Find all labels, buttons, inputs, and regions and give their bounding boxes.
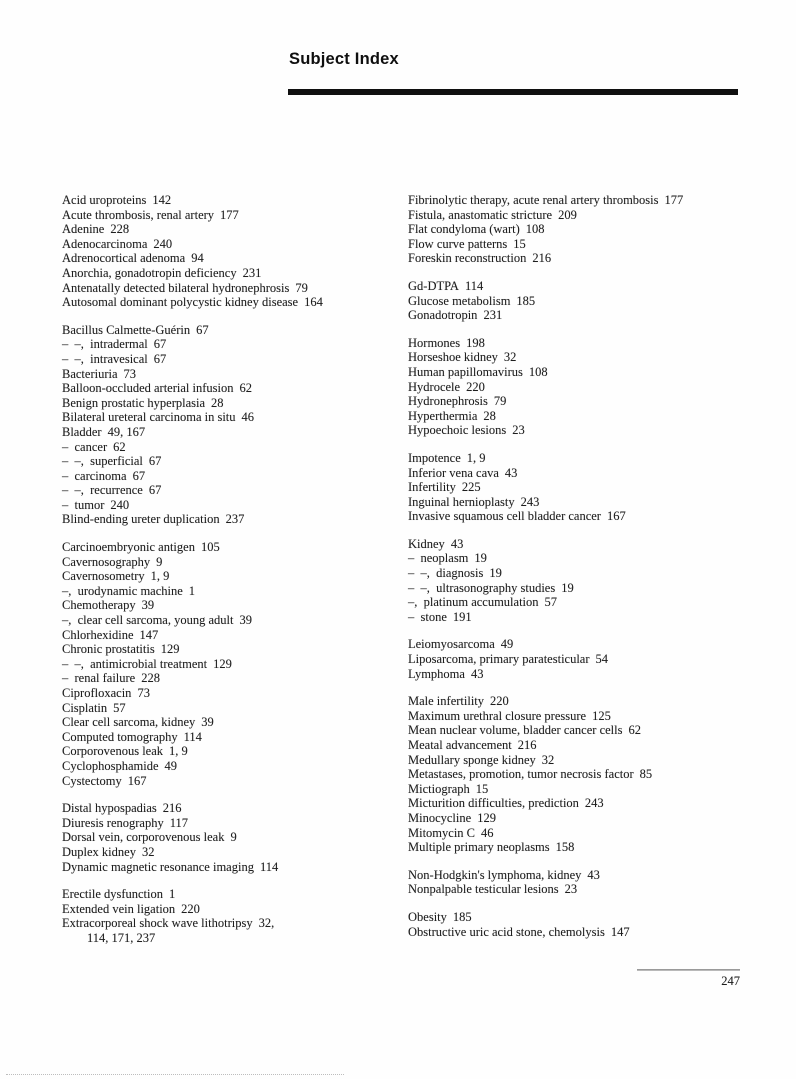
entry-page-numbers: 62 [113,439,126,454]
index-group [62,193,404,310]
entry-page-numbers: 1 [188,583,196,598]
entry-page-numbers: 108 [528,364,548,379]
entry-page-numbers: 43 [470,666,484,681]
entry-page-numbers: 43 [587,867,600,882]
index-entry [408,208,760,223]
index-entry [408,251,760,266]
index-entry [62,410,404,425]
entry-term: – –, intravesical [62,351,148,366]
entry-term: Hyperthermia [408,408,478,423]
entry-term: Male infertility [408,694,485,709]
entry-page-numbers: 39 [141,598,155,613]
entry-page-numbers: 32, [258,916,275,931]
entry-term: Ciprofloxacin [62,686,132,700]
entry-page-numbers: 1, 9 [169,744,188,759]
index-group [408,910,760,939]
index-entry [62,483,404,498]
entry-page-numbers: 108 [525,222,545,237]
entry-page-numbers: 32 [541,752,555,767]
page-title: Subject Index [289,50,399,68]
entry-term: Carcinoembryonic antigen [62,540,195,555]
entry-page-numbers: 177 [664,193,684,207]
index-entry [408,480,760,495]
entry-page-numbers: 43 [450,536,464,551]
index-entry [408,537,760,552]
entry-page-numbers: 167 [606,509,626,524]
entry-page-numbers: 158 [555,840,575,855]
entry-term: Metastases, promotion, tumor necrosis factor [408,767,634,782]
index-group [408,694,760,855]
index-entry [62,715,404,730]
index-entry [408,336,760,351]
entry-page-numbers: 57 [113,700,126,715]
entry-page-numbers: 39 [201,715,214,730]
entry-page-numbers: 28 [483,408,496,423]
entry-page-numbers: 85 [639,767,653,782]
entry-page-numbers: 167 [127,773,147,788]
entry-term: Cyclophosphamide [62,758,159,773]
index-entry [62,251,404,266]
entry-term: Hormones [408,335,461,350]
index-group [408,193,760,266]
entry-term: Hydronephrosis [408,394,488,409]
entry-term: Gd-DTPA [408,278,459,293]
entry-term: Horseshoe kidney [408,350,498,365]
index-entry [62,830,404,845]
entry-term: Bladder [62,424,102,439]
entry-page-numbers: 164 [304,295,323,310]
entry-term: Glucose metabolism [408,293,511,308]
entry-page-numbers: 23 [512,423,525,438]
entry-term: Inguinal hernioplasty [408,494,515,509]
entry-term: – neoplasm [408,551,469,566]
entry-page-numbers: 228 [141,671,160,686]
index-entry [62,367,404,382]
index-entry [62,295,404,310]
entry-term: Non-Hodgkin's lymphoma, kidney [408,867,582,882]
entry-term: Mitomycin C [408,825,476,840]
index-entry [62,381,404,396]
entry-term: – –, superficial [62,454,143,469]
index-entry [408,723,760,738]
entry-term: –, clear cell sarcoma, young adult [62,613,234,628]
index-entry [62,887,404,902]
entry-page-numbers: 1, 9 [150,569,170,584]
entry-term: Hydrocele [408,379,461,394]
index-entry [62,584,404,599]
index-entry [408,925,760,940]
index-entry [62,598,404,613]
entry-term: Obstructive uric acid stone, chemolysis [408,924,605,939]
index-entry [408,667,760,682]
entry-term: Acute thrombosis, renal artery [62,207,215,222]
entry-term: 114, 171, 237 [87,930,156,945]
index-group [62,887,404,945]
entry-term: Minocycline [408,810,472,825]
entry-page-numbers: 220 [181,901,200,916]
entry-term: Dorsal vein, corporovenous leak [62,830,225,845]
entry-page-numbers: 28 [211,395,224,410]
index-entry [408,868,760,883]
entry-page-numbers: 23 [564,882,578,897]
index-entry [408,566,760,581]
footer-rule [637,969,740,971]
index-entry [408,694,760,709]
index-entry [408,394,760,409]
index-entry [62,845,404,860]
index-entry [62,208,404,223]
entry-page-numbers: 49 [500,637,514,652]
entry-term: – renal failure [62,671,136,686]
index-entry [408,423,760,438]
entry-term: Erectile dysfunction [62,887,164,902]
entry-page-numbers: 125 [592,708,611,723]
index-entry [408,840,760,855]
entry-page-numbers: 228 [110,222,130,237]
entry-page-numbers: 117 [169,815,189,830]
index-entry [408,709,760,724]
entry-page-numbers: 19 [561,580,574,595]
entry-page-numbers: 105 [200,540,220,555]
index-column-left [62,193,404,959]
index-entry [62,440,404,455]
entry-term: Dynamic magnetic resonance imaging [62,859,254,874]
entry-page-numbers: 147 [610,924,630,939]
entry-term: Antenatally detected bilateral hydronephrosis [62,280,290,295]
index-entry [408,294,760,309]
index-entry [62,774,404,789]
entry-term: Leiomyosarcoma [408,637,495,652]
entry-page-numbers: 79 [295,280,308,295]
entry-page-numbers: 114 [183,729,202,744]
entry-page-numbers: 147 [139,627,159,642]
entry-term: Invasive squamous cell bladder cancer [408,509,601,524]
entry-term: Adrenocortical adenoma [62,251,186,266]
index-entry [408,222,760,237]
entry-page-numbers: 15 [475,781,489,796]
index-group [62,540,404,788]
index-group [408,279,760,323]
index-entry [62,237,404,252]
index-entry [62,222,404,237]
entry-page-numbers: 39 [239,613,252,628]
index-group [408,637,760,681]
entry-page-numbers: 67 [153,351,167,366]
entry-term: – stone [408,609,447,624]
entry-term: – cancer [62,439,108,454]
entry-page-numbers: 67 [196,322,209,337]
entry-term: Inferior vena cava [408,465,499,480]
entry-page-numbers: 243 [520,494,540,509]
entry-page-numbers: 67 [132,468,146,483]
entry-term: Cystectomy [62,773,122,788]
entry-term: Distal hypospadias [62,801,157,816]
entry-page-numbers: 240 [110,497,130,512]
index-group [62,801,404,874]
entry-term: Bacteriuria [62,366,118,381]
entry-page-numbers: 240 [153,236,173,251]
entry-page-numbers: 32 [141,844,155,859]
index-entry [408,409,760,424]
index-entry [62,555,404,570]
index-group [408,868,760,897]
entry-page-numbers: 9 [156,554,163,569]
index-entry [408,581,760,596]
entry-page-numbers: 114 [464,278,484,293]
index-group [408,537,760,625]
index-entry [62,686,404,701]
entry-term: Chronic prostatitis [62,642,155,657]
entry-term: Benign prostatic hyperplasia [62,395,206,410]
title-rule [288,89,738,95]
entry-term: – –, ultrasonography studies [408,580,556,595]
index-entry [62,613,404,628]
entry-page-numbers: 43 [504,465,518,480]
scan-artifact-dots [6,1074,344,1075]
index-entry [62,569,404,584]
entry-term: Fibrinolytic therapy, acute renal artery thrombosis [408,193,659,207]
index-group [408,336,760,438]
index-entry [62,352,404,367]
index-entry [62,540,404,555]
entry-page-numbers: 129 [477,810,496,825]
index-entry [62,759,404,774]
entry-page-numbers: 1 [169,887,176,902]
index-entry [62,642,404,657]
entry-term: Extracorporeal shock wave lithotripsy [62,916,253,931]
index-entry [408,610,760,625]
entry-page-numbers: 177 [220,207,239,222]
index-entry [408,767,760,782]
index-entry [408,451,760,466]
entry-term: Chemotherapy [62,598,136,613]
index-entry [408,365,760,380]
entry-term: Medullary sponge kidney [408,752,536,767]
entry-page-numbers: 225 [461,480,481,495]
index-entry [62,816,404,831]
index-entry [62,281,404,296]
index-entry [62,425,404,440]
entry-page-numbers: 49, 167 [107,424,146,439]
index-entry [408,910,760,925]
index-entry [62,730,404,745]
index-entry [408,826,760,841]
entry-page-numbers: 62 [239,381,252,396]
entry-term: Cavernosometry [62,569,145,584]
entry-page-numbers: 185 [516,293,536,308]
index-entry [408,466,760,481]
index-entry [408,637,760,652]
entry-term: Obesity [408,909,447,924]
entry-term: Bacillus Calmette-Guérin [62,322,191,337]
entry-term: Balloon-occluded arterial infusion [62,381,234,396]
entry-page-numbers: 19 [489,566,502,581]
index-entry [408,350,760,365]
entry-term: –, urodynamic machine [62,583,183,598]
entry-term: Lymphoma [408,666,465,681]
entry-page-numbers: 67 [148,454,162,469]
entry-page-numbers: 243 [584,796,604,811]
entry-page-numbers: 73 [137,686,150,700]
index-entry [62,454,404,469]
entry-page-numbers: 73 [123,366,137,381]
entry-page-numbers: 129 [160,642,180,657]
index-entry [408,595,760,610]
entry-page-numbers: 231 [483,308,503,323]
entry-page-numbers: 220 [490,694,509,709]
entry-term: Computed tomography [62,729,178,744]
entry-page-numbers: 129 [213,656,232,671]
entry-term: Impotence [408,450,461,465]
entry-term: Bilateral ureteral carcinoma in situ [62,410,236,425]
index-entry [408,882,760,897]
entry-term: Extended vein ligation [62,901,176,916]
index-entry [408,279,760,294]
entry-term: Adenocarcinoma [62,236,148,251]
entry-page-numbers: 57 [544,595,558,610]
entry-term: Liposarcoma, primary paratesticular [408,652,590,667]
index-entry [408,753,760,768]
entry-term: Micturition difficulties, prediction [408,796,579,811]
index-entry [62,628,404,643]
entry-term: Multiple primary neoplasms [408,840,550,855]
index-entry [408,237,760,252]
entry-page-numbers: 1, 9 [466,450,486,465]
entry-term: Diuresis renography [62,815,164,830]
index-entry [408,551,760,566]
entry-term: Human papillomavirus [408,364,523,379]
index-entry [62,860,404,875]
page-number: 247 [721,974,740,988]
entry-term: Chlorhexidine [62,627,134,642]
index-entry [62,323,404,338]
entry-page-numbers: 237 [225,512,245,527]
index-entry [62,902,404,917]
index-entry [62,396,404,411]
entry-term: – –, antimicrobial treatment [62,656,208,671]
entry-term: – carcinoma [62,468,127,483]
entry-term: Nonpalpable testicular lesions [408,882,559,897]
entry-term: Flat condyloma (wart) [408,222,520,237]
index-entry [62,701,404,716]
index-column-right [408,193,760,952]
entry-page-numbers: 185 [452,909,472,924]
entry-page-numbers: 209 [558,207,577,222]
entry-term: Infertility [408,480,456,495]
index-entry [62,657,404,672]
index-entry [62,744,404,759]
entry-page-numbers: 46 [241,410,255,425]
index-entry [62,193,404,208]
entry-term: Mictiograph [408,781,470,796]
entry-term: Cavernosography [62,554,151,569]
entry-term: Meatal advancement [408,738,512,752]
entry-term: – –, diagnosis [408,566,484,581]
index-group [62,323,404,527]
index-entry [62,512,404,527]
entry-page-numbers: 216 [532,251,552,266]
entry-term: Mean nuclear volume, bladder cancer cells [408,723,623,738]
entry-page-numbers: 142 [152,193,172,207]
index-entry [408,380,760,395]
entry-term: Gonadotropin [408,308,478,323]
entry-term: – –, intradermal [62,337,148,352]
entry-page-numbers: 49 [164,758,178,773]
entry-term: Anorchia, gonadotropin deficiency [62,265,237,280]
entry-page-numbers: 79 [493,394,507,409]
entry-term: – –, recurrence [62,483,143,498]
index-entry [62,916,404,931]
entry-term: Hypoechoic lesions [408,423,507,438]
entry-term: – tumor [62,497,105,512]
entry-term: Adenine [62,222,105,237]
entry-page-numbers: 54 [595,652,609,667]
entry-term: Kidney [408,536,445,551]
entry-page-numbers: 198 [466,335,485,350]
index-entry [62,469,404,484]
entry-term: Foreskin reconstruction [408,251,527,266]
entry-page-numbers: 19 [474,551,487,566]
entry-page-numbers: 191 [452,609,472,624]
index-entry [408,738,760,753]
entry-term: Cisplatin [62,700,108,715]
index-entry [408,782,760,797]
entry-page-numbers: 46 [481,825,494,840]
index-entry [408,308,760,323]
index-entry [62,498,404,513]
entry-page-numbers: 114 [259,859,279,874]
entry-term: Clear cell sarcoma, kidney [62,715,196,730]
entry-page-numbers: 94 [191,251,204,266]
index-entry-continuation [62,931,404,946]
entry-page-numbers: 216 [162,801,182,816]
entry-term: Corporovenous leak [62,744,164,759]
entry-page-numbers: 62 [628,723,641,738]
index-entry [408,193,760,208]
index-entry [62,266,404,281]
index-entry [408,811,760,826]
index-entry [408,652,760,667]
index-entry [408,796,760,811]
entry-page-numbers: 216 [517,738,537,752]
entry-term: Autosomal dominant polycystic kidney disease [62,295,299,310]
entry-page-numbers: 67 [148,483,162,498]
entry-term: Acid uroproteins [62,193,147,207]
index-entry [408,509,760,524]
entry-page-numbers: 220 [466,379,485,394]
entry-page-numbers: 32 [503,350,517,365]
entry-page-numbers: 231 [242,265,262,280]
entry-page-numbers: 9 [230,830,237,845]
entry-term: Duplex kidney [62,844,136,859]
entry-term: Fistula, anastomatic stricture [408,207,553,222]
entry-term: Flow curve patterns [408,236,508,251]
entry-page-numbers: 67 [153,337,167,352]
index-entry [62,801,404,816]
index-entry [62,671,404,686]
entry-term: –, platinum accumulation [408,595,539,610]
entry-term: Maximum urethral closure pressure [408,708,587,723]
index-entry [408,495,760,510]
index-entry [62,337,404,352]
entry-term: Blind-ending ureter duplication [62,512,220,527]
index-group [408,451,760,524]
entry-page-numbers: 15 [513,236,526,251]
